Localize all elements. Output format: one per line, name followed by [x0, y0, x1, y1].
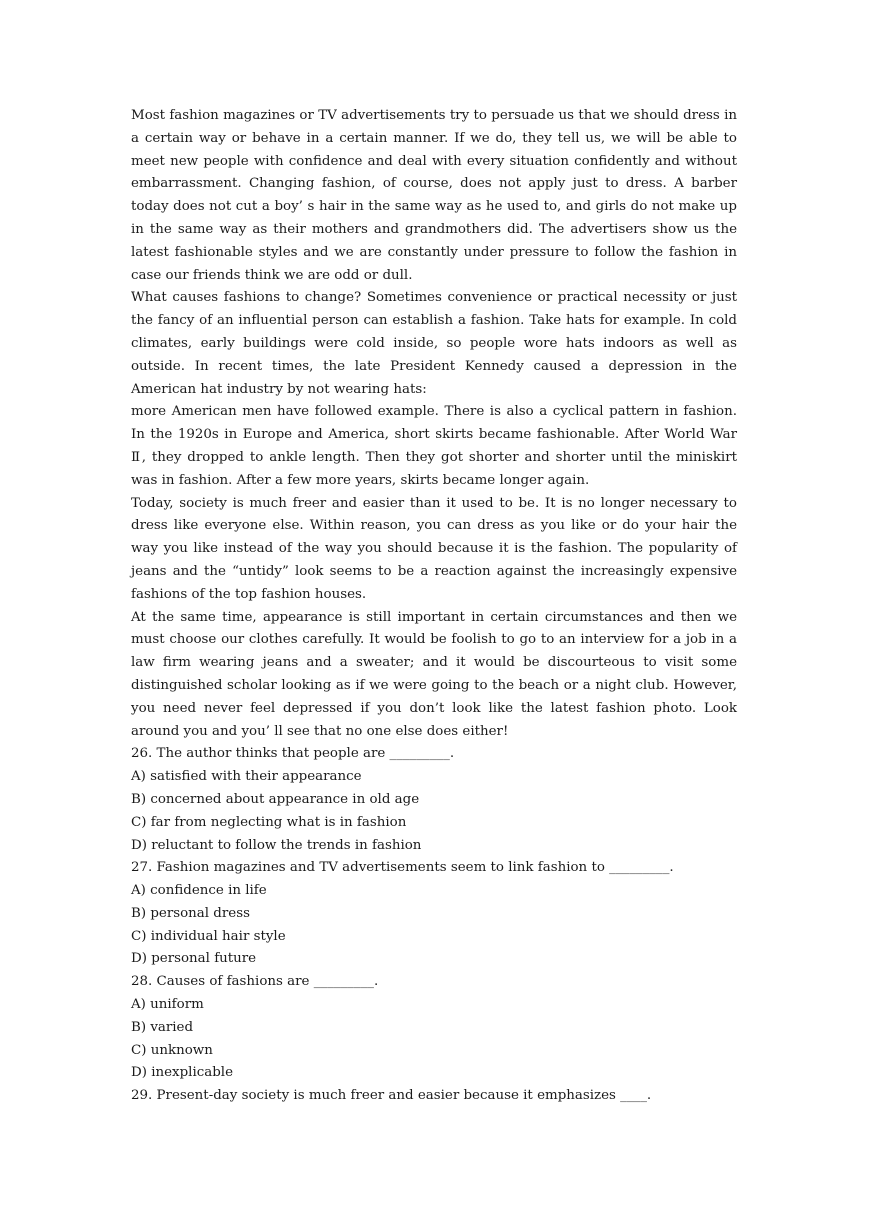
passage-paragraph: Most fashion magazines or TV advertisements try to persuade us that we should dress in a certain way or behave in a certain manner. If we do, they tell us, we will be able to meet new people with confidence and deal with every situation confidently and without embarrassment. Changing fashion, of course, does not apply just to dress. A barber today does not cut a boy’ s hair in the same way as he used to, and girls do not make up in the same way as their mothers and grandmothers did. The advertisers show us the latest fashionable styles and we are constantly under pressure to follow the fashion in case our friends think we are odd or dull. [131, 108, 737, 283]
answer-option-c[interactable]: C) far from neglecting what is in fashion [131, 814, 407, 830]
question-28 [131, 971, 737, 1085]
passage-paragraph: What causes fashions to change? Sometimes convenience or practical necessity or just the fancy of an influential person can establish a fashion. Take hats for example. In cold climates, early buildings were cold inside, so people wore hats indoors as well as outside. In recent times, the late President Kennedy caused a depression in the American hat industry by not wearing hats: [131, 290, 737, 397]
passage-paragraph: more American men have followed example. There is also a cyclical pattern in fashion. In the 1920s in Europe and America, short skirts became fashionable. After World War Ⅱ, they dropped to ankle length. Then they got shorter and shorter until the miniskirt was in fashion. After a few more years, skirts became longer again. [131, 404, 737, 488]
question-stem: 26. The author thinks that people are _________. [131, 746, 455, 762]
question-stem: 29. Present-day society is much freer and easier because it emphasizes ____. [131, 1088, 652, 1104]
question-29 [131, 1085, 737, 1108]
answer-option-d[interactable]: D) personal future [131, 951, 257, 967]
document-page [131, 105, 737, 1108]
answer-option-c[interactable]: C) individual hair style [131, 928, 286, 944]
question-stem: 27. Fashion magazines and TV advertisements seem to link fashion to _________. [131, 860, 674, 876]
answer-option-d[interactable]: D) reluctant to follow the trends in fashion [131, 837, 422, 853]
answer-option-c[interactable]: C) unknown [131, 1042, 213, 1058]
question-26 [131, 743, 737, 857]
answer-option-b[interactable]: B) personal dress [131, 905, 250, 921]
reading-passage [131, 105, 737, 743]
answer-option-b[interactable]: B) concerned about appearance in old age [131, 791, 420, 807]
question-stem: 28. Causes of fashions are _________. [131, 974, 379, 990]
passage-paragraph: At the same time, appearance is still important in certain circumstances and then we must choose our clothes carefully. It would be foolish to go to an interview for a job in a law firm wearing jeans and a sweater; and it would be discourteous to visit some distinguished scholar looking as if we were going to the beach or a night club. However, you need never feel depressed if you don’t look like the latest fashion photo. Look around you and you’ ll see that no one else does either! [131, 609, 737, 739]
answer-option-a[interactable]: A) confidence in life [131, 883, 267, 899]
answer-option-b[interactable]: B) varied [131, 1019, 194, 1035]
answer-option-a[interactable]: A) uniform [131, 997, 204, 1013]
answer-option-a[interactable]: A) satisfied with their appearance [131, 769, 362, 785]
answer-option-d[interactable]: D) inexplicable [131, 1065, 233, 1081]
question-27 [131, 857, 737, 971]
passage-paragraph: Today, society is much freer and easier than it used to be. It is no longer necessary to dress like everyone else. Within reason, you can dress as you like or do your hair the way you like instead of the way you should because it is the fashion. The popularity of jeans and the “untidy” look seems to be a reaction against the increasingly expensive fashions of the top fashion houses. [131, 495, 737, 602]
